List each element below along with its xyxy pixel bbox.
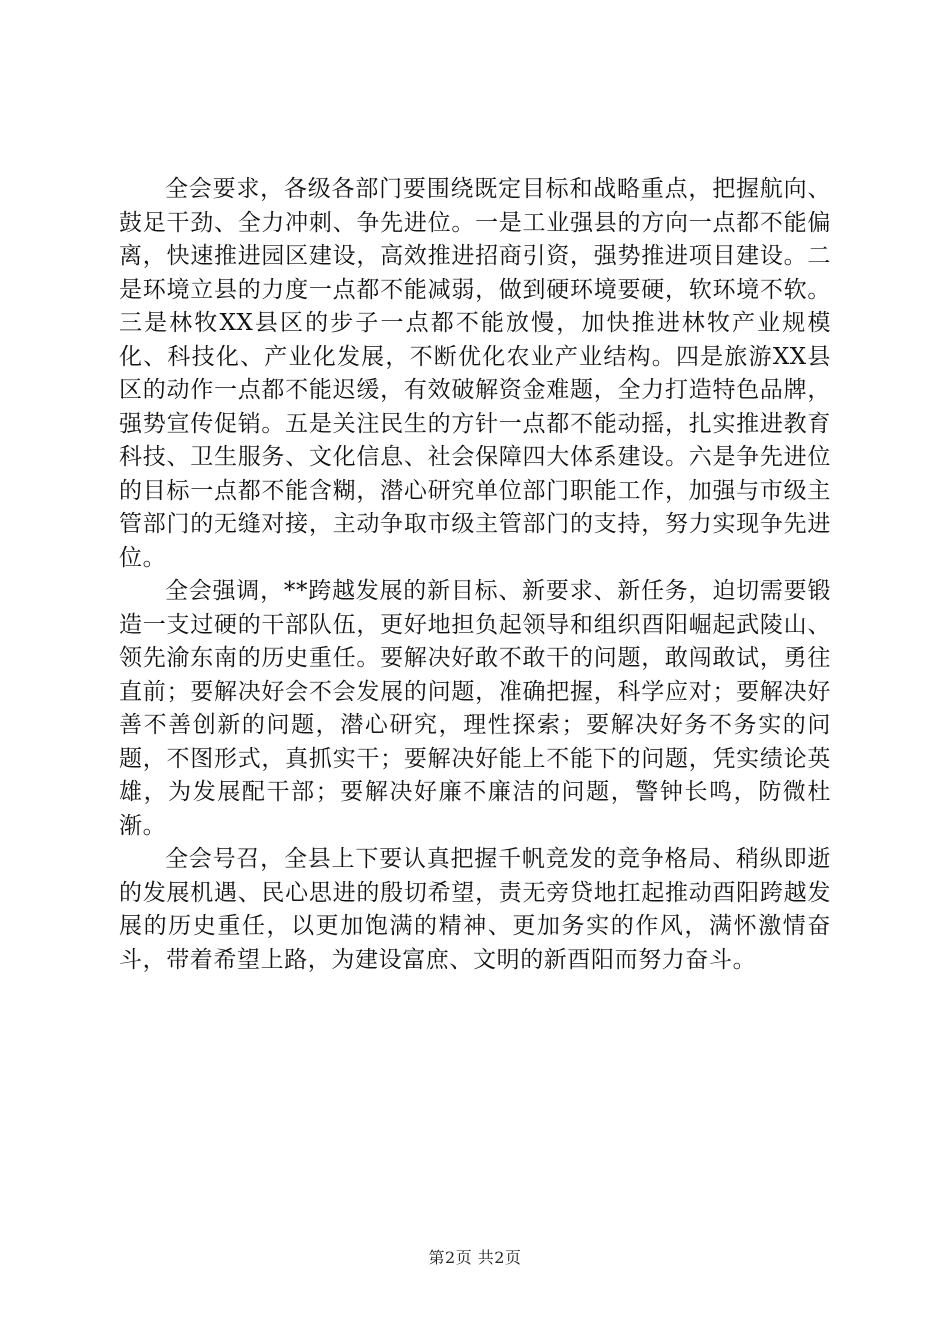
paragraph-appeal: 全会号召，全县上下要认真把握千帆竞发的竞争格局、稍纵即逝的发展机遇、民心思进的殷切希望，责无旁贷地扛起推动酉阳跨越发展的历史重任，以更加饱满的精神、更加务实的作风，满怀激情奋斗，带着希望上路，为建设富庶、文明的新酉阳而努力奋斗。 [119, 846, 831, 973]
paragraph-requirements: 全会要求，各级各部门要围绕既定目标和战略重点，把握航向、鼓足干劲、全力冲刺、争先进位。一是工业强县的方向一点都不能偏离，快速推进园区建设，高效推进招商引资，强势推进项目建设。二是环境立县的力度一点都不能减弱，做到硬环境要硬，软环境不软。三是林牧XX县区的步子一点都不能放慢，加快推进林牧产业规模化、科技化、产业化发展，不断优化农业产业结构。四是旅游XX县区的动作一点都不能迟缓，有效破解资金难题，全力打造特色品牌，强势宣传促销。五是关注民生的方针一点都不能动摇，扎实推进教育科技、卫生服务、文化信息、社会保障四大体系建设。六是争先进位的目标一点都不能含糊，潜心研究单位部门职能工作，加强与市级主管部门的无缝对接，主动争取市级主管部门的支持，努力实现争先进位。 [119, 176, 831, 571]
document-body [119, 173, 831, 977]
page-number-footer: 第2页 共2页 [428, 1248, 522, 1267]
paragraph-emphasis: 全会强调，**跨越发展的新目标、新要求、新任务，迫切需要锻造一支过硬的干部队伍，更好地担负起领导和组织酉阳崛起武陵山、领先渝东南的历史重任。要解决好敢不敢干的问题，敢闯敢试，勇往直前；要解决好会不会发展的问题，准确把握，科学应对；要解决好善不善创新的问题，潜心研究，理性探索；要解决好务不务实的问题，不图形式，真抓实干；要解决好能上不能下的问题，凭实绩论英雄，为发展配干部；要解决好廉不廉洁的问题，警钟长鸣，防微杜渐。 [119, 578, 831, 839]
